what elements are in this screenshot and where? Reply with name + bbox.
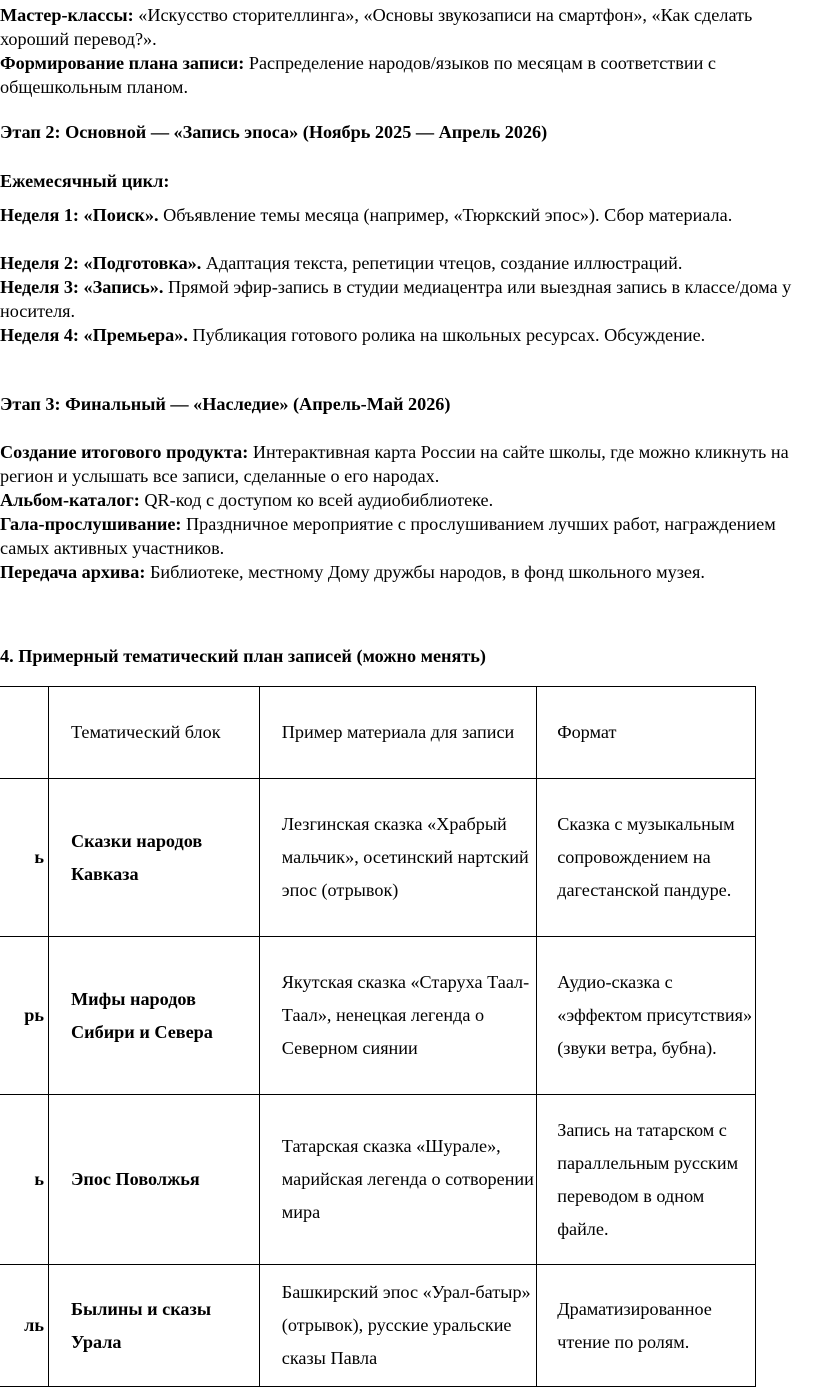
gala-label: Гала-прослушивание: bbox=[0, 514, 182, 534]
masterclasses-label: Мастер-классы: bbox=[0, 5, 134, 25]
week-4-paragraph bbox=[0, 323, 812, 347]
example-cell: Лезгинская сказка «Храбрый мальчик», осетинский нартский эпос (отрывок) bbox=[259, 779, 536, 937]
week-2-label: Неделя 2: «Подготовка». bbox=[0, 253, 202, 273]
gala-paragraph bbox=[0, 512, 812, 560]
archive-text: Библиотеке, местному Дому дружбы народов, в фонд школьного музея. bbox=[145, 562, 705, 582]
monthly-cycle-heading: Ежемесячный цикл: bbox=[0, 171, 170, 191]
plan-label: Формирование плана записи: bbox=[0, 53, 245, 73]
week-4-text: Публикация готового ролика на школьных ресурсах. Обсуждение. bbox=[187, 325, 706, 345]
final-product-text: Интерактивная карта России на сайте школы, где можно кликнуть на регион и услышать все записи, сделанные о его народах. bbox=[0, 442, 789, 486]
table-row bbox=[0, 1095, 756, 1265]
archive-paragraph bbox=[0, 560, 812, 584]
header-format-cell: Формат bbox=[537, 687, 756, 779]
example-cell: Татарская сказка «Шурале», марийская легенда о сотворении мира bbox=[259, 1095, 536, 1265]
format-cell: Сказка с музыкальным сопровождением на дагестанской пандуре. bbox=[537, 779, 756, 937]
plan-text: Распределение народов/языков по месяцам в соответствии с общешкольным планом. bbox=[0, 53, 716, 97]
week-1-paragraph bbox=[0, 203, 812, 227]
block-cell: Эпос Поволжья bbox=[49, 1095, 260, 1265]
section4-heading: 4. Примерный тематический план записей (можно менять) bbox=[0, 646, 486, 666]
album-catalog-label: Альбом-каталог: bbox=[0, 490, 140, 510]
week-3-paragraph bbox=[0, 275, 812, 323]
album-catalog-text: QR-код с доступом ко всей аудиобиблиотеке. bbox=[139, 490, 494, 510]
week-4-label: Неделя 4: «Премьера». bbox=[0, 325, 188, 345]
month-cell: ь bbox=[0, 779, 49, 937]
month-cell: ль bbox=[0, 1265, 49, 1387]
block-cell: Мифы народов Сибири и Севера bbox=[49, 937, 260, 1095]
album-catalog-paragraph bbox=[0, 488, 812, 512]
week-3-text: Прямой эфир-запись в студии медиацентра или выездная запись в классе/дома у носителя. bbox=[0, 277, 792, 321]
stage3-heading: Этап 3: Финальный — «Наследие» (Апрель-Май 2026) bbox=[0, 394, 451, 414]
table-row bbox=[0, 937, 756, 1095]
thematic-plan-table bbox=[0, 686, 756, 1387]
week-1-text: Объявление темы месяца (например, «Тюркский эпос»). Сбор материала. bbox=[158, 205, 733, 225]
format-cell: Запись на татарском с параллельным русским переводом в одном файле. bbox=[537, 1095, 756, 1265]
format-cell: Аудио-сказка с «эффектом присутствия» (звуки ветра, бубна). bbox=[537, 937, 756, 1095]
header-example-cell: Пример материала для записи bbox=[259, 687, 536, 779]
example-cell: Якутская сказка «Старуха Таал-Таал», ненецкая легенда о Северном сиянии bbox=[259, 937, 536, 1095]
month-cell: рь bbox=[0, 937, 49, 1095]
block-cell: Былины и сказы Урала bbox=[49, 1265, 260, 1387]
gala-text: Праздничное мероприятие с прослушиванием лучших работ, награждением самых активных участников. bbox=[0, 514, 776, 558]
final-product-paragraph bbox=[0, 440, 812, 488]
format-cell: Драматизированное чтение по ролям. bbox=[537, 1265, 756, 1387]
table-row bbox=[0, 1265, 756, 1387]
example-cell: Башкирский эпос «Урал-батыр» (отрывок), русские уральские сказы Павла bbox=[259, 1265, 536, 1387]
masterclasses-text: «Искусство сторителлинга», «Основы звукозаписи на смартфон», «Как сделать хороший перевод?». bbox=[0, 5, 753, 49]
week-3-label: Неделя 3: «Запись». bbox=[0, 277, 164, 297]
plan-paragraph bbox=[0, 51, 812, 99]
week-2-paragraph bbox=[0, 251, 812, 275]
table-row bbox=[0, 779, 756, 937]
final-product-label: Создание итогового продукта: bbox=[0, 442, 249, 462]
month-cell: ь bbox=[0, 1095, 49, 1265]
masterclasses-paragraph bbox=[0, 3, 812, 51]
week-1-label: Неделя 1: «Поиск». bbox=[0, 205, 159, 225]
block-cell: Сказки народов Кавказа bbox=[49, 779, 260, 937]
header-block-cell: Тематический блок bbox=[49, 687, 260, 779]
header-month-cell bbox=[0, 687, 49, 779]
stage2-heading: Этап 2: Основной — «Запись эпоса» (Ноябрь 2025 — Апрель 2026) bbox=[0, 122, 548, 142]
week-2-text: Адаптация текста, репетиции чтецов, создание иллюстраций. bbox=[201, 253, 683, 273]
archive-label: Передача архива: bbox=[0, 562, 146, 582]
table-header-row bbox=[0, 687, 756, 779]
